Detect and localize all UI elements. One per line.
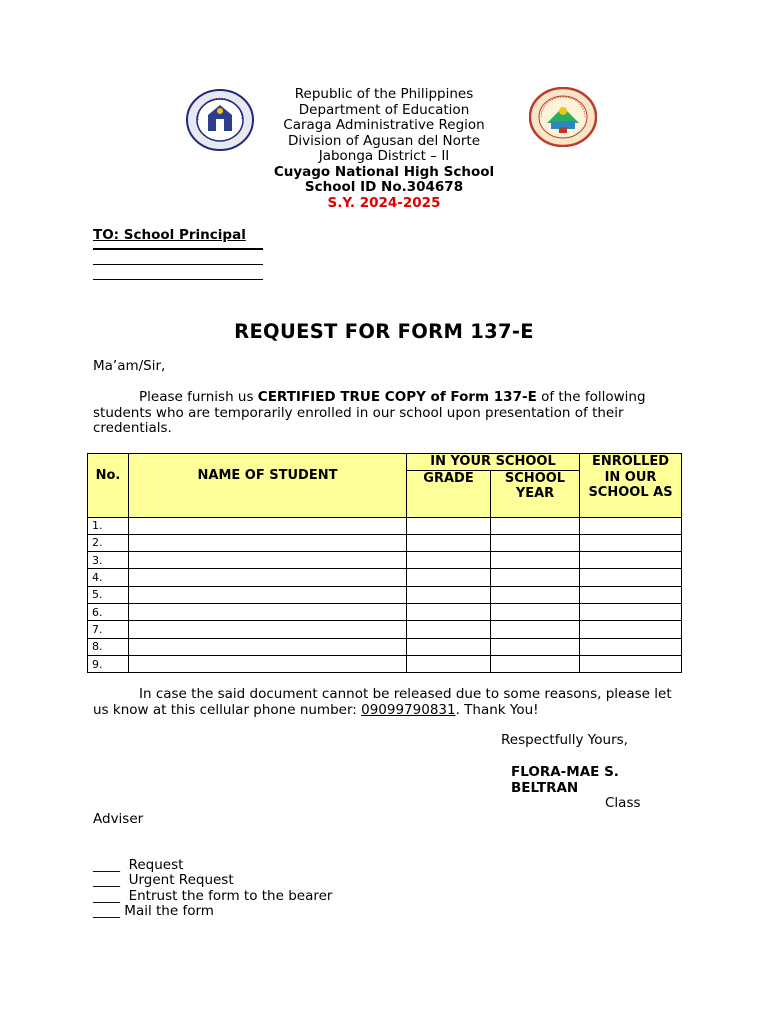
enrolled-as-cell[interactable]	[580, 655, 682, 672]
table-row	[88, 552, 682, 569]
student-name-cell[interactable]	[129, 569, 407, 586]
table-row	[88, 517, 682, 534]
enrolled-as-cell[interactable]	[580, 638, 682, 655]
grade-cell[interactable]	[407, 552, 491, 569]
row-number: 1.	[88, 517, 129, 534]
school-year-cell[interactable]	[491, 569, 580, 586]
student-name-cell[interactable]	[129, 517, 407, 534]
header-region: Caraga Administrative Region	[283, 117, 485, 133]
addressee-line-3	[93, 265, 263, 280]
grade-cell[interactable]	[407, 586, 491, 603]
row-number: 4.	[88, 569, 129, 586]
school-year-cell[interactable]	[491, 534, 580, 551]
table-row	[88, 603, 682, 620]
signer-position-part-2: Adviser	[93, 810, 144, 827]
school-year-cell[interactable]	[491, 638, 580, 655]
row-number: 5.	[88, 586, 129, 603]
request-option-item[interactable]	[93, 873, 332, 888]
grade-cell[interactable]	[407, 603, 491, 620]
request-paragraph	[93, 390, 683, 437]
header-grade: GRADE	[407, 470, 491, 517]
request-options	[93, 858, 332, 920]
header-district: Jabonga District – II	[318, 148, 450, 164]
header-department: Department of Education	[298, 101, 470, 118]
signer-position-part-1: Class	[605, 795, 641, 811]
option-label: Urgent Request	[120, 872, 234, 889]
table-row	[88, 621, 682, 638]
salutation: Ma’am/Sir,	[93, 358, 166, 374]
header-school-name: Cuyago National High School	[273, 163, 495, 180]
contact-text-start: In case the said document cannot be released due to some reasons, please let us know at this cellular phone number:	[93, 686, 672, 718]
option-blank: ____	[93, 903, 120, 920]
addressee-block	[93, 227, 263, 280]
option-blank: ____	[93, 887, 120, 904]
school-year-cell[interactable]	[491, 517, 580, 534]
grade-cell[interactable]	[407, 517, 491, 534]
grade-cell[interactable]	[407, 621, 491, 638]
grade-cell[interactable]	[407, 638, 491, 655]
row-number: 8.	[88, 638, 129, 655]
header-division: Division of Agusan del Norte	[287, 132, 481, 149]
addressee-line-2	[93, 250, 263, 265]
contact-text-end: . Thank You!	[455, 701, 539, 718]
table-row	[88, 569, 682, 586]
school-year-cell[interactable]	[491, 586, 580, 603]
enrolled-as-cell[interactable]	[580, 621, 682, 638]
header-school-id: School ID No.304678	[304, 179, 464, 195]
respectfully-yours: Respectfully Yours,	[501, 732, 628, 748]
addressee-label: TO: School Principal	[93, 227, 246, 243]
request-text-end: of the following students who are temporarily enrolled in our school upon presentation of their credentials.	[93, 389, 646, 436]
header-school-year: S.Y. 2024-2025	[327, 194, 441, 211]
student-name-cell[interactable]	[129, 621, 407, 638]
student-name-cell[interactable]	[129, 586, 407, 603]
table-row	[88, 655, 682, 672]
option-label: Entrust the form to the bearer	[120, 887, 333, 904]
header-enrolled-as: ENROLLED IN OUR SCHOOL AS	[580, 454, 682, 518]
student-name-cell[interactable]	[129, 603, 407, 620]
option-label: Mail the form	[120, 903, 214, 920]
student-name-cell[interactable]	[129, 534, 407, 551]
students-table	[87, 453, 682, 673]
enrolled-as-cell[interactable]	[580, 552, 682, 569]
enrolled-as-cell[interactable]	[580, 586, 682, 603]
school-year-cell[interactable]	[491, 603, 580, 620]
enrolled-as-cell[interactable]	[580, 603, 682, 620]
request-option-item[interactable]	[93, 858, 332, 873]
row-number: 2.	[88, 534, 129, 551]
signer-name-line-2: BELTRAN	[511, 779, 579, 796]
school-year-cell[interactable]	[491, 621, 580, 638]
option-blank: ____	[93, 872, 120, 889]
table-row	[88, 586, 682, 603]
header-in-your-school: IN YOUR SCHOOL	[407, 454, 580, 471]
header-republic: Republic of the Philippines	[294, 86, 474, 102]
request-text-bold: CERTIFIED TRUE COPY of Form 137-E	[257, 389, 537, 405]
contact-paragraph	[93, 687, 673, 718]
request-option-item[interactable]	[93, 904, 332, 919]
option-label: Request	[120, 857, 184, 873]
table-row	[88, 534, 682, 551]
school-year-cell[interactable]	[491, 552, 580, 569]
school-year-cell[interactable]	[491, 655, 580, 672]
header-no: No.	[88, 454, 129, 518]
row-number: 7.	[88, 621, 129, 638]
enrolled-as-cell[interactable]	[580, 569, 682, 586]
header-name-of-student: NAME OF STUDENT	[129, 454, 407, 518]
header-school-year: SCHOOL YEAR	[491, 470, 580, 517]
grade-cell[interactable]	[407, 655, 491, 672]
request-option-item[interactable]	[93, 889, 332, 904]
row-number: 6.	[88, 603, 129, 620]
grade-cell[interactable]	[407, 569, 491, 586]
student-name-cell[interactable]	[129, 655, 407, 672]
grade-cell[interactable]	[407, 534, 491, 551]
table-row	[88, 638, 682, 655]
student-name-cell[interactable]	[129, 638, 407, 655]
phone-number: 09099790831	[361, 701, 456, 718]
document-title: REQUEST FOR FORM 137-E	[234, 320, 534, 343]
row-number: 9.	[88, 655, 129, 672]
enrolled-as-cell[interactable]	[580, 534, 682, 551]
request-text-start: Please furnish us	[139, 389, 258, 405]
option-blank: ____	[93, 857, 120, 873]
enrolled-as-cell[interactable]	[580, 517, 682, 534]
student-name-cell[interactable]	[129, 552, 407, 569]
row-number: 3.	[88, 552, 129, 569]
signer-name-line-1: FLORA-MAE S.	[511, 764, 619, 780]
